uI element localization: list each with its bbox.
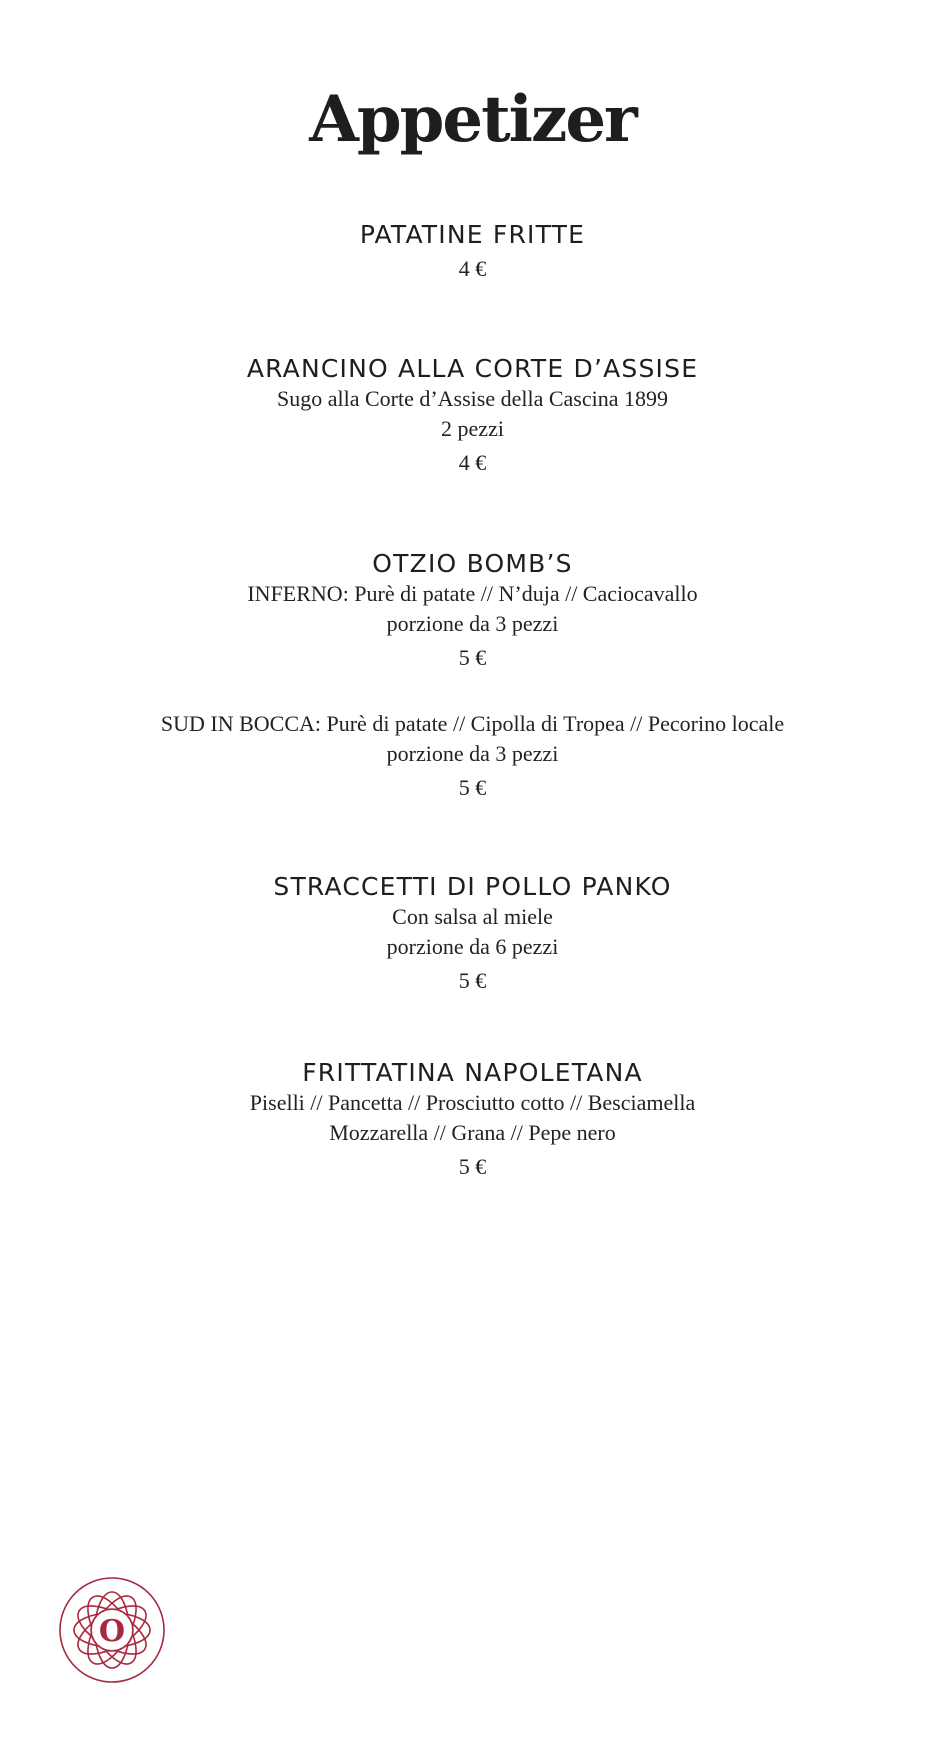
page-title: Appetizer <box>309 82 636 157</box>
item-name: FRITTATINA NAPOLETANA <box>302 1058 643 1087</box>
item-price: 5 € <box>458 968 487 993</box>
item-name: OTZIO BOMB’S <box>372 549 573 578</box>
menu-item-frittatina <box>0 1058 945 1182</box>
item-name: ARANCINO ALLA CORTE D’ASSISE <box>246 354 699 383</box>
item-description: Sugo alla Corte d’Assise della Cascina 1899 <box>276 386 669 411</box>
item-description-2: Mozzarella // Grana // Pepe nero <box>329 1120 616 1145</box>
item-portion: porzione da 3 pezzi <box>386 611 559 636</box>
menu-item-straccetti <box>0 872 945 996</box>
menu-item-patatine-fritte <box>0 220 945 284</box>
menu-item-otzio-bombs <box>0 549 945 673</box>
item-price: 4 € <box>458 450 487 475</box>
item-name: PATATINE FRITTE <box>359 220 586 249</box>
item-description: Con salsa al miele <box>392 904 553 929</box>
menu-item-sud-in-bocca <box>0 709 945 803</box>
item-price: 5 € <box>458 1154 487 1179</box>
logo-letter: O <box>98 1614 126 1649</box>
item-description: Piselli // Pancetta // Prosciutto cotto // Besciamella <box>249 1090 696 1115</box>
menu-item-arancino <box>0 354 945 478</box>
item-price: 5 € <box>458 645 487 670</box>
item-description: INFERNO: Purè di patate // N’duja // Caciocavallo <box>247 581 698 606</box>
item-name: STRACCETTI DI POLLO PANKO <box>273 872 672 901</box>
item-portion: 2 pezzi <box>441 416 504 441</box>
item-price: 5 € <box>458 775 487 800</box>
item-description: SUD IN BOCCA: Purè di patate // Cipolla di Tropea // Pecorino locale <box>160 711 785 736</box>
item-portion: porzione da 3 pezzi <box>386 741 559 766</box>
logo-icon <box>56 1574 168 1686</box>
item-portion: porzione da 6 pezzi <box>386 934 559 959</box>
item-price: 4 € <box>458 256 487 281</box>
